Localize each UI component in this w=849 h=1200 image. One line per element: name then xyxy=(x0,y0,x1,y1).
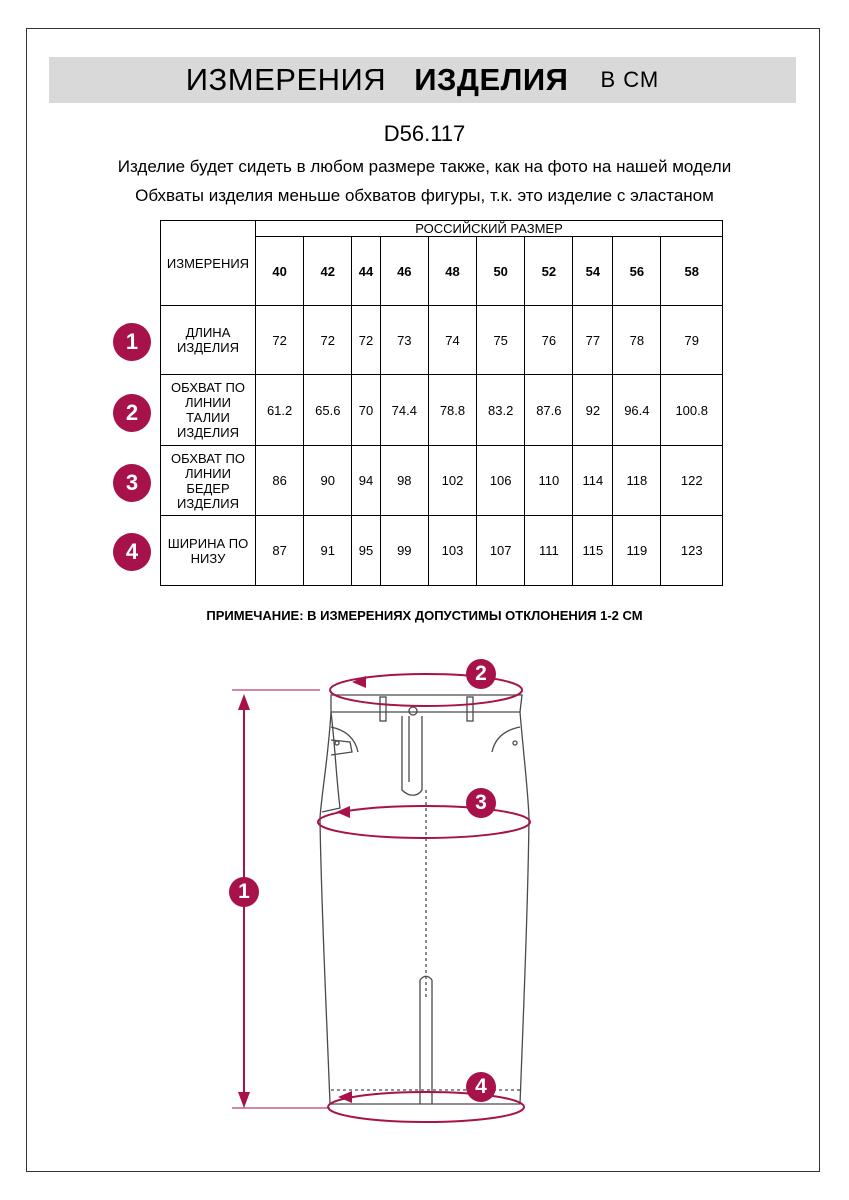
table-cell: 100.8 xyxy=(661,375,723,446)
table-cell: 90 xyxy=(304,446,352,516)
table-cell: 73 xyxy=(380,306,428,375)
table-cell: 114 xyxy=(573,446,613,516)
table-cell: 87.6 xyxy=(525,375,573,446)
row-label-hem xyxy=(161,516,256,586)
label-line: ИЗДЕЛИЯ xyxy=(177,340,239,355)
size-header: 52 xyxy=(525,237,573,306)
size-table xyxy=(160,220,723,586)
title-regular: ИЗМЕРЕНИЯ xyxy=(185,62,387,97)
table-cell: 95 xyxy=(352,516,380,586)
size-header: 56 xyxy=(613,237,661,306)
row-label-waist xyxy=(161,375,256,446)
table-cell: 92 xyxy=(573,375,613,446)
table-cell: 99 xyxy=(380,516,428,586)
table-cell: 122 xyxy=(661,446,723,516)
table-cell: 72 xyxy=(352,306,380,375)
table-cell: 103 xyxy=(428,516,476,586)
title-unit: В СМ xyxy=(600,67,660,92)
table-header-row xyxy=(161,221,723,237)
label-line: ИЗДЕЛИЯ xyxy=(177,495,239,511)
title-bar xyxy=(49,57,796,103)
drawing-marker: 4 xyxy=(466,1072,496,1102)
tolerance-note: ПРИМЕЧАНИЕ: В ИЗМЕРЕНИЯХ ДОПУСТИМЫ ОТКЛОНЕНИЯ 1-2 СМ xyxy=(206,608,643,623)
size-system-header: РОССИЙСКИЙ РАЗМЕР xyxy=(256,221,723,237)
row-badge: 2 xyxy=(113,394,151,432)
size-header: 40 xyxy=(256,237,304,306)
skirt-outline xyxy=(320,695,529,1104)
table-cell: 78 xyxy=(613,306,661,375)
table-cell: 74 xyxy=(428,306,476,375)
label-line: ЛИНИИ xyxy=(185,395,231,410)
table-cell: 111 xyxy=(525,516,573,586)
table-row xyxy=(161,516,723,586)
table-cell: 65.6 xyxy=(304,375,352,446)
size-header: 58 xyxy=(661,237,723,306)
table-row xyxy=(161,446,723,516)
table-cell: 61.2 xyxy=(256,375,304,446)
table-cell: 107 xyxy=(477,516,525,586)
table-cell: 75 xyxy=(477,306,525,375)
title-bold: ИЗДЕЛИЯ xyxy=(414,62,569,97)
size-header: 46 xyxy=(380,237,428,306)
label-line: ДЛИНА xyxy=(185,325,231,340)
table-cell: 72 xyxy=(256,306,304,375)
page-title xyxy=(49,57,796,103)
table-cell: 79 xyxy=(661,306,723,375)
label-line: ОБХВАТ ПО xyxy=(171,380,245,395)
skirt-drawing xyxy=(0,640,849,1140)
measurement-lines xyxy=(232,674,530,1122)
label-line: ТАЛИИ xyxy=(186,410,230,425)
table-cell: 106 xyxy=(477,446,525,516)
table-cell: 115 xyxy=(573,516,613,586)
label-line: ШИРИНА ПО xyxy=(167,535,249,551)
table-cell: 87 xyxy=(256,516,304,586)
table-row xyxy=(161,375,723,446)
table-cell: 76 xyxy=(525,306,573,375)
row-badge: 3 xyxy=(113,464,151,502)
row-label-length xyxy=(161,306,256,375)
table-cell: 110 xyxy=(525,446,573,516)
table-cell: 86 xyxy=(256,446,304,516)
table-cell: 72 xyxy=(304,306,352,375)
info-line-1: Изделие будет сидеть в любом размере также, как на фото на нашей модели xyxy=(117,157,732,176)
size-header: 50 xyxy=(477,237,525,306)
table-cell: 98 xyxy=(380,446,428,516)
size-header: 42 xyxy=(304,237,352,306)
table-cell: 77 xyxy=(573,306,613,375)
size-header: 48 xyxy=(428,237,476,306)
label-line: ЛИНИИ xyxy=(185,465,231,481)
table-cell: 91 xyxy=(304,516,352,586)
table-row xyxy=(161,306,723,375)
table-cell: 118 xyxy=(613,446,661,516)
product-code: D56.117 xyxy=(383,121,466,146)
size-header: 44 xyxy=(352,237,380,306)
table-cell: 70 xyxy=(352,375,380,446)
drawing-marker: 3 xyxy=(466,788,496,818)
table-cell: 83.2 xyxy=(477,375,525,446)
table-cell: 94 xyxy=(352,446,380,516)
label-line: ИЗДЕЛИЯ xyxy=(177,425,239,440)
row-label-hips xyxy=(161,446,256,516)
label-line: НИЗУ xyxy=(190,550,226,566)
label-line: ОБХВАТ ПО xyxy=(171,450,245,466)
size-header: 54 xyxy=(573,237,613,306)
drawing-marker: 2 xyxy=(466,659,496,689)
table-cell: 102 xyxy=(428,446,476,516)
table-cell: 96.4 xyxy=(613,375,661,446)
table-cell: 119 xyxy=(613,516,661,586)
measurements-header: ИЗМЕРЕНИЯ xyxy=(161,221,256,306)
info-line-2: Обхваты изделия меньше обхватов фигуры, т.к. это изделие с эластаном xyxy=(135,186,714,205)
table-cell: 123 xyxy=(661,516,723,586)
drawing-marker: 1 xyxy=(229,877,259,907)
label-line: БЕДЕР xyxy=(186,480,230,496)
table-cell: 78.8 xyxy=(428,375,476,446)
row-badge: 4 xyxy=(113,533,151,571)
row-badge: 1 xyxy=(113,323,151,361)
table-cell: 74.4 xyxy=(380,375,428,446)
